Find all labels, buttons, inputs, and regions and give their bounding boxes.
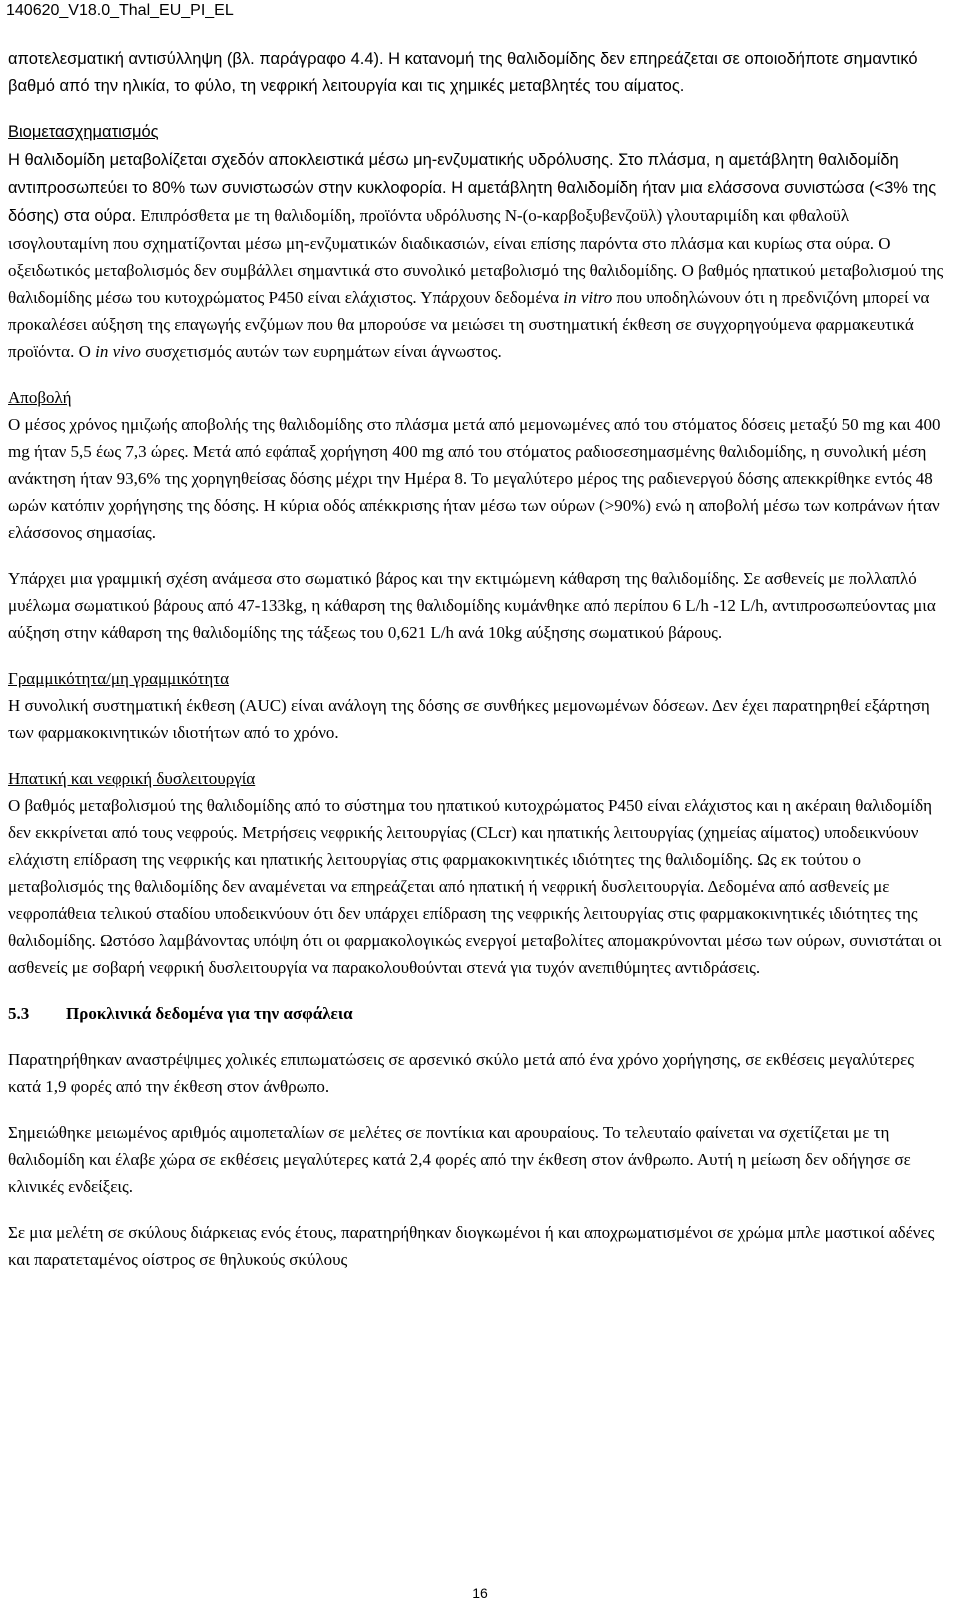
in-vivo-term: in vivo — [95, 342, 141, 361]
linearity-heading: Γραμμικότητα/μη γραμμικότητα — [8, 669, 230, 688]
spacer — [8, 546, 950, 565]
biotransformation-paragraph — [8, 146, 950, 365]
biotransformation-text-a: Η θαλιδομίδη μεταβολίζεται σχεδόν αποκλειστικά μέσω μη-ενζυματικής υδρόλυσης. Στο πλάσμα, η αμετάβλητη θαλιδομίδη αντιπροσωπεύει το 80% των συνιστωσών στην κυκλοφορία. Η αμετάβλητη θαλιδομίδη ήταν μια ελάσσονα συνιστώσα (<3% της δόσης) στα ούρα. — [8, 151, 937, 225]
section-5-3-heading — [8, 1000, 950, 1027]
section-title: Προκλινικά δεδομένα για την ασφάλεια — [66, 1004, 353, 1023]
document-id-header: 140620_V18.0_Thal_EU_PI_EL — [6, 2, 234, 19]
hepatic-renal-heading: Ηπατική και νεφρική δυσλειτουργία — [8, 769, 256, 788]
spacer — [8, 981, 950, 1000]
spacer — [8, 100, 950, 119]
spacer — [8, 365, 950, 384]
preclinical-paragraph-2: Σημειώθηκε μειωμένος αριθμός αιμοπεταλίων σε μελέτες σε ποντίκια και αρουραίους. Το τελευταίο φαίνεται να σχετίζεται με τη θαλιδομίδη και έλαβε χώρα σε εκθέσεις μεγαλύτερες κατά 2,4 φορές από την έκθεση στον άνθρωπο. Αυτή η μείωση δεν οδήγησε σε κλινικές ενδείξεις. — [8, 1123, 911, 1196]
linearity-paragraph: Η συνολική συστηματική έκθεση (AUC) είναι ανάλογη της δόσης σε συνθήκες μεμονωμένων δόσεων. Δεν έχει παρατηρηθεί εξάρτηση των φαρμακοκινητικών ιδιοτήτων από το χρόνο. — [8, 696, 930, 742]
preclinical-paragraph-3: Σε μια μελέτη σε σκύλους διάρκειας ενός έτους, παρατηρήθηκαν διογκωμένοι ή και αποχρωματισμένοι σε χρώμα μπλε μαστικοί αδένες και παρατεταμένος οίστρος σε θηλυκούς σκύλους — [8, 1223, 935, 1269]
preclinical-paragraph-1: Παρατηρήθηκαν αναστρέψιμες χολικές επιπωματώσεις σε αρσενικό σκύλο μετά από ένα χρόνο χορήγησης, σε εκθέσεις μεγαλύτερες κατά 1,9 φορές από την έκθεση στον άνθρωπο. — [8, 1050, 914, 1096]
elimination-paragraph-2: Υπάρχει μια γραμμική σχέση ανάμεσα στο σωματικό βάρος και την εκτιμώμενη κάθαρση της θαλιδομίδης. Σε ασθενείς με πολλαπλό μυέλωμα σωματικού βάρους από 47-133kg, η κάθαρση της θαλιδομίδης κυμάνθηκε από περίπου 6 L/h -12 L/h, αντιπροσωπεύοντας μια αύξηση στην κάθαρση της θαλιδομίδης της τάξεως του 0,621 L/h ανά 10kg αύξησης σωματικού βάρους. — [8, 569, 936, 642]
section-number: 5.3 — [8, 1004, 30, 1023]
spacer — [8, 1100, 950, 1119]
biotransformation-text-d: συσχετισμός αυτών των ευρημάτων είναι άγνωστος. — [140, 342, 502, 361]
spacer — [8, 746, 950, 765]
elimination-paragraph: Ο μέσος χρόνος ημιζωής αποβολής της θαλιδομίδης στο πλάσμα μετά από μεμονωμένες από του στόματος δόσεις μεταξύ 50 mg και 400 mg ήταν 5,5 έως 7,3 ώρες. Μετά από εφάπαξ χορήγηση 400 mg από του στόματος ραδιοσεσημασμένης θαλιδομίδης, η συνολική μέση ανάκτηση ήταν 93,6% της χορηγηθείσας δόσης μέχρι την Ημέρα 8. Το μεγαλύτερο μέρος της ραδιενεργού δόσης απεκκρίθηκε εντός 48 ωρών κατόπιν χορήγησης της δόσης. Η κύρια οδός απέκκρισης ήταν μέσω των ούρων (>90%) ενώ η αποβολή μέσω των κοπράνων ήταν ελάσσονος σημασίας. — [8, 415, 941, 542]
biotransformation-text-c: που υποδηλώνουν ότι η πρεδνιζόνη μπορεί να προκαλέσει αύξηση της επαγωγής ενζύμων που θα μπορούσε να μειώσει τη συστηματική έκθεση σε συγχορηγούμενα φαρμακευτικά προϊόντα. Ο — [8, 288, 930, 361]
spacer — [8, 646, 950, 665]
page-number: 16 — [472, 1585, 488, 1601]
biotransformation-heading: Βιομετασχηματισμός — [8, 123, 159, 141]
hepatic-renal-paragraph: Ο βαθμός μεταβολισμού της θαλιδομίδης από το σύστημα του ηπατικού κυτοχρώματος P450 είναι ελάχιστος και η ακέραιη θαλιδομίδη δεν εκκρίνεται από τους νεφρούς. Μετρήσεις νεφρικής λειτουργίας (CLcr) και ηπατικής λειτουργίας (χημείας αίματος) υποδεικνύουν ελάχιστη επίδραση της νεφρικής και ηπατικής λειτουργίας στις φαρμακοκινητικές ιδιότητες της θαλιδομίδης. Ως εκ τούτου ο μεταβολισμός της θαλιδομίδης δεν αναμένεται να επηρεάζεται από ηπατική ή νεφρική δυσλειτουργία. Δεδομένα από ασθενείς με νεφροπάθεια τελικού σταδίου υποδεικνύουν ότι δεν υπάρχει επίδραση της νεφρικής λειτουργίας στις φαρμακοκινητικές ιδιότητες της θαλιδομίδης. Ωστόσο λαμβάνοντας υπόψη ότι οι φαρμακολογικώς ενεργοί μεταβολίτες απομακρύνονται μέσω των ούρων, συνιστάται οι ασθενείς με σοβαρή νεφρική δυσλειτουργία να παρακολουθούνται στενά για τυχόν ανεπιθύμητες αντιδράσεις. — [8, 796, 942, 977]
document-body — [8, 46, 950, 1273]
spacer — [8, 1027, 950, 1046]
intro-paragraph: αποτελεσματική αντισύλληψη (βλ. παράγραφο 4.4). Η κατανομή της θαλιδομίδης δεν επηρεάζεται σε οποιοδήποτε σημαντικό βαθμό από την ηλικία, το φύλο, τη νεφρική λειτουργία και τις χημικές μεταβλητές του αίματος. — [8, 50, 918, 95]
spacer — [8, 1200, 950, 1219]
in-vitro-term: in vitro — [563, 288, 613, 307]
elimination-heading: Αποβολή — [8, 388, 72, 407]
biotransformation-text-b: Επιπρόσθετα με τη θαλιδομίδη, προϊόντα υδρόλυσης N-(o-καρβοξυβενζοϋλ) γλουταριμίδη και φθαλοϋλ ισογλουταμίνη που σχηματίζονται μέσω μη-ενζυματικών διαδικασιών, είναι επίσης παρόντα στο πλάσμα και κυρίως στα ούρα. Ο οξειδωτικός μεταβολισμός δεν συμβάλλει σημαντικά στο συνολικό μεταβολισμό της θαλιδομίδης. Ο βαθμός ηπατικού μεταβολισμού της θαλιδομίδης μέσω του κυτοχρώματος P450 είναι ελάχιστος. Υπάρχουν δεδομένα — [8, 206, 944, 307]
